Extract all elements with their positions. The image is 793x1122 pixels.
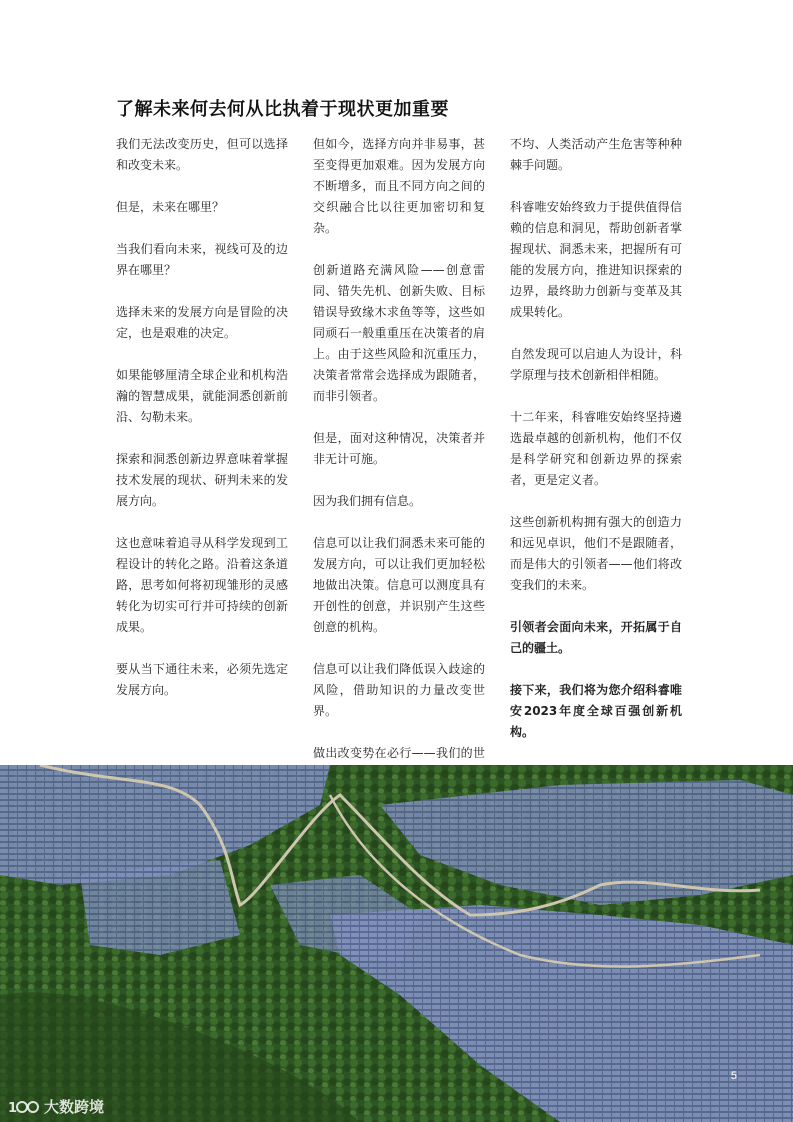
page-number: 5 — [730, 1070, 737, 1082]
paragraph: 如果能够厘清全球企业和机构浩瀚的智慧成果，就能洞悉创新前沿、勾勒未来。 — [116, 368, 288, 424]
solar-farm-hillside-image — [0, 765, 793, 1122]
paragraph: 自然发现可以启迪人为设计，科学原理与技术创新相伴相随。 — [510, 347, 682, 382]
watermark — [8, 1096, 104, 1117]
paragraph: 这也意味着追寻从科学发现到工程设计的转化之路。沿着这条道路，思考如何将初现雏形的灵感转化为切实可行并可持续的创新成果。 — [116, 536, 288, 634]
watermark-logo-icon — [8, 1098, 40, 1116]
page-title: 了解未来何去何从比执着于现状更加重要 — [116, 99, 449, 120]
paragraph: 当我们看向未来，视线可及的边界在哪里？ — [116, 242, 288, 277]
paragraph: 接下来，我们将为您介绍科睿唯安2023年度全球百强创新机构。 — [510, 683, 682, 739]
paragraph: 不均、人类活动产生危害等种种棘手问题。 — [510, 137, 682, 172]
paragraph: 信息可以让我们洞悉未来可能的发展方向，可以让我们更加轻松地做出决策。信息可以测度具有开创性的创意，并识别产生这些创意的机构。 — [313, 536, 485, 634]
paragraph: 信息可以让我们降低误入歧途的风险，借助知识的力量改变世界。 — [313, 662, 485, 718]
solar-farm-photo — [0, 765, 793, 1122]
paragraph: 我们无法改变历史，但可以选择和改变未来。 — [116, 137, 288, 172]
paragraph: 但是，未来在哪里？ — [116, 200, 225, 214]
text-column-1 — [116, 134, 288, 722]
paragraph: 十二年来，科睿唯安始终坚持遴选最卓越的创新机构，他们不仅是科学研究和创新边界的探索者，更是定义者。 — [510, 410, 682, 487]
paragraph: 探索和洞悉创新边界意味着掌握技术发展的现状、研判未来的发展方向。 — [116, 452, 288, 508]
text-column-2 — [313, 134, 485, 806]
text-column-3 — [510, 134, 682, 764]
paragraph: 做出改变势在必行——我们的世 — [313, 746, 485, 760]
watermark-text: 大数跨境 — [44, 1098, 105, 1116]
paragraph: 这些创新机构拥有强大的创造力和远见卓识，他们不是跟随者，而是伟大的引领者——他们将改变我们的未来。 — [510, 515, 682, 592]
paragraph: 创新道路充满风险——创意雷同、错失先机、创新失败、目标错误导致缘木求鱼等等，这些如同顽石一般重重压在决策者的肩上。由于这些风险和沉重压力，决策者常常会选择成为跟随者，而非引领者。 — [313, 263, 485, 403]
paragraph: 但如今，选择方向并非易事，甚至变得更加艰难。因为发展方向不断增多，而且不同方向之间的交织融合比以往更加密切和复杂。 — [313, 137, 485, 235]
paragraph: 选择未来的发展方向是冒险的决定，也是艰难的决定。 — [116, 305, 288, 340]
paragraph: 科睿唯安始终致力于提供值得信赖的信息和洞见，帮助创新者掌握现状、洞悉未来，把握所有可能的发展方向，推进知识探索的边界，最终助力创新与变革及其成果转化。 — [510, 200, 682, 319]
paragraph: 但是，面对这种情况，决策者并非无计可施。 — [313, 431, 485, 466]
svg-text:1: 1 — [8, 1100, 18, 1116]
paragraph: 因为我们拥有信息。 — [313, 494, 422, 508]
paragraph: 引领者会面向未来，开拓属于自己的疆土。 — [510, 620, 682, 655]
paragraph: 要从当下通往未来，必须先选定发展方向。 — [116, 662, 288, 697]
